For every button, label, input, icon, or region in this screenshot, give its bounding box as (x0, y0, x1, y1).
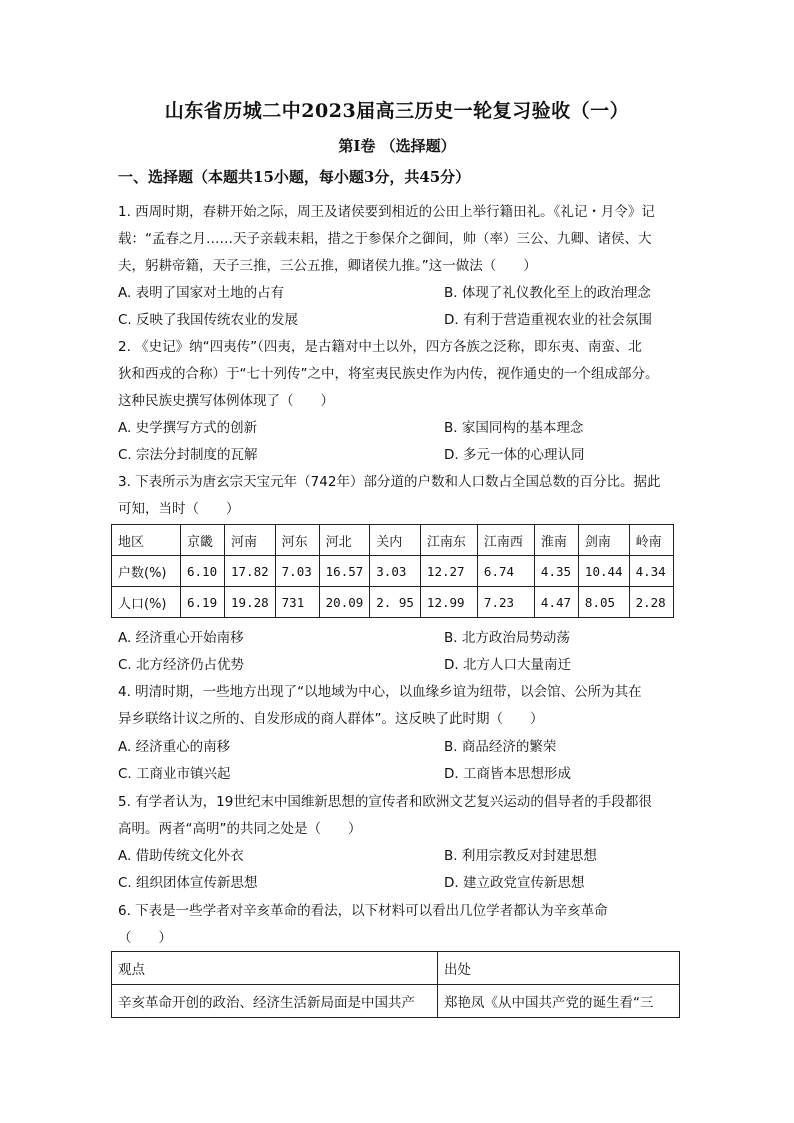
q1-option-b[interactable]: B. 体现了礼仪教化至上的政治理念 (444, 285, 651, 301)
table-header-cell: 江南东 (420, 525, 477, 556)
q2-stem-line: 这种民族史撰写体例体现了（ ） (118, 393, 334, 409)
table-row (112, 556, 674, 587)
q4-option-d[interactable]: D. 工商皆本思想形成 (444, 766, 571, 782)
table-cell: 6.10 (181, 556, 225, 587)
table-header-cell: 河南 (225, 525, 276, 556)
q5-option-c[interactable]: C. 组织团体宣传新思想 (118, 875, 258, 891)
table-cell: 6.74 (477, 556, 534, 587)
table-cell: 731 (275, 587, 319, 618)
table-header-cell: 淮南 (534, 525, 578, 556)
q5-option-d[interactable]: D. 建立政党宣传新思想 (444, 875, 585, 891)
q4-stem-line: 异乡联络计议之所的、自发形成的商人群体”。这反映了此时期（ ） (118, 711, 544, 727)
table-row (112, 985, 680, 1018)
table-cell: 17.82 (225, 556, 276, 587)
q4-option-a[interactable]: A. 经济重心的南移 (118, 739, 231, 755)
q2-option-b[interactable]: B. 家国同构的基本理念 (444, 420, 584, 436)
table-cell: 10.44 (578, 556, 629, 587)
table-cell: 12.99 (420, 587, 477, 618)
table-cell: 7.03 (275, 556, 319, 587)
section-heading: 一、选择题（本题共15小题，每小题3分，共45分） (118, 168, 471, 186)
table-cell: 4.47 (534, 587, 578, 618)
q5-option-b[interactable]: B. 利用宗教反对封建思想 (444, 848, 597, 864)
table-cell: 户数(%) (112, 556, 181, 587)
q3-stem-line: 3. 下表所示为唐玄宗天宝元年（742年）部分道的户数和人口数占全国总数的百分比。据此 (118, 474, 661, 490)
table-cell: 8.05 (578, 587, 629, 618)
table-header-cell: 京畿 (181, 525, 225, 556)
q6-stem-line: 6. 下表是一些学者对辛亥革命的看法，以下材料可以看出几位学者都认为辛亥革命 (118, 903, 608, 919)
table-cell: 20.09 (319, 587, 370, 618)
table-row (112, 587, 674, 618)
q5-option-a[interactable]: A. 借助传统文化外衣 (118, 848, 244, 864)
table-cell: 4.34 (629, 556, 673, 587)
q3-option-d[interactable]: D. 北方人口大量南迁 (444, 657, 571, 673)
q4-stem-line: 4. 明清时期，一些地方出现了“以地域为中心，以血缘乡谊为纽带，以会馆、公所为其在 (118, 684, 642, 700)
q2-stem-line: 狄和西戎的合称）于“七十列传”之中，将室夷民族史作为内传，视作通史的一个组成部分。 (118, 366, 659, 382)
table-header-row (112, 952, 680, 985)
table-cell: 6.19 (181, 587, 225, 618)
q1-option-c[interactable]: C. 反映了我国传统农业的发展 (118, 312, 299, 328)
q1-stem-line: 载：“孟春之月……天子亲载耒耜，措之于参保介之御间，帅（率）三公、九卿、诸侯、大 (118, 231, 652, 247)
page-title: 山东省历城二中2023届高三历史一轮复习验收（一） (164, 100, 630, 122)
part-heading: 第I卷 （选择题） (338, 137, 456, 155)
table-cell: 2. 95 (370, 587, 421, 618)
table-cell: 12.27 (420, 556, 477, 587)
q1-option-a[interactable]: A. 表明了国家对土地的占有 (118, 285, 285, 301)
q3-option-a[interactable]: A. 经济重心开始南移 (118, 630, 244, 646)
table-cell: 19.28 (225, 587, 276, 618)
table-header-cell: 岭南 (629, 525, 673, 556)
q2-option-a[interactable]: A. 史学撰写方式的创新 (118, 420, 258, 436)
q5-stem-line: 高明。两者“高明”的共同之处是（ ） (118, 821, 362, 837)
table-header-cell: 河东 (275, 525, 319, 556)
table-cell: 2.28 (629, 587, 673, 618)
q4-option-c[interactable]: C. 工商业市镇兴起 (118, 766, 231, 782)
q5-stem-line: 5. 有学者认为，19世纪末中国维新思想的宣传者和欧洲文艺复兴运动的倡导者的手段都很 (118, 794, 652, 810)
q6-stem-line: （ ） (118, 930, 172, 946)
q2-option-c[interactable]: C. 宗法分封制度的瓦解 (118, 447, 258, 463)
table-header-cell: 江南西 (477, 525, 534, 556)
q3-stem-line: 可知，当时（ ） (118, 501, 240, 517)
table-header-cell: 地区 (112, 525, 181, 556)
q1-option-d[interactable]: D. 有利于营造重视农业的社会氛围 (444, 312, 652, 328)
q2-stem-line: 2. 《史记》纳“四夷传”（四夷，是古籍对中土以外，四方各族之泛称，即东夷、南蛮、北 (118, 339, 642, 355)
table-header-cell: 观点 (112, 952, 438, 985)
table-cell: 人口(%) (112, 587, 181, 618)
q1-stem-line: 1. 西周时期，春耕开始之际，周王及诸侯要到相近的公田上举行籍田礼。《礼记・月令》记 (118, 204, 655, 220)
table-header-row (112, 525, 674, 556)
table-cell: 郑艳凤《从中国共产党的诞生看“三 (438, 985, 680, 1018)
table-header-cell: 关内 (370, 525, 421, 556)
q3-option-c[interactable]: C. 北方经济仍占优势 (118, 657, 245, 673)
q3-data-table (111, 524, 674, 618)
table-header-cell: 剑南 (578, 525, 629, 556)
table-header-cell: 河北 (319, 525, 370, 556)
table-cell: 16.57 (319, 556, 370, 587)
q2-option-d[interactable]: D. 多元一体的心理认同 (444, 447, 585, 463)
table-cell: 7.23 (477, 587, 534, 618)
q1-stem-line: 夫，躬耕帝籍，天子三推，三公五推，卿诸侯九推。”这一做法（ ） (118, 258, 537, 274)
q3-option-b[interactable]: B. 北方政治局势动荡 (444, 630, 570, 646)
table-header-cell: 出处 (438, 952, 680, 985)
table-cell: 3.03 (370, 556, 421, 587)
table-cell: 辛亥革命开创的政治、经济生活新局面是中国共产 (112, 985, 438, 1018)
q4-option-b[interactable]: B. 商品经济的繁荣 (444, 739, 557, 755)
q6-viewpoint-table (111, 951, 680, 1018)
table-cell: 4.35 (534, 556, 578, 587)
